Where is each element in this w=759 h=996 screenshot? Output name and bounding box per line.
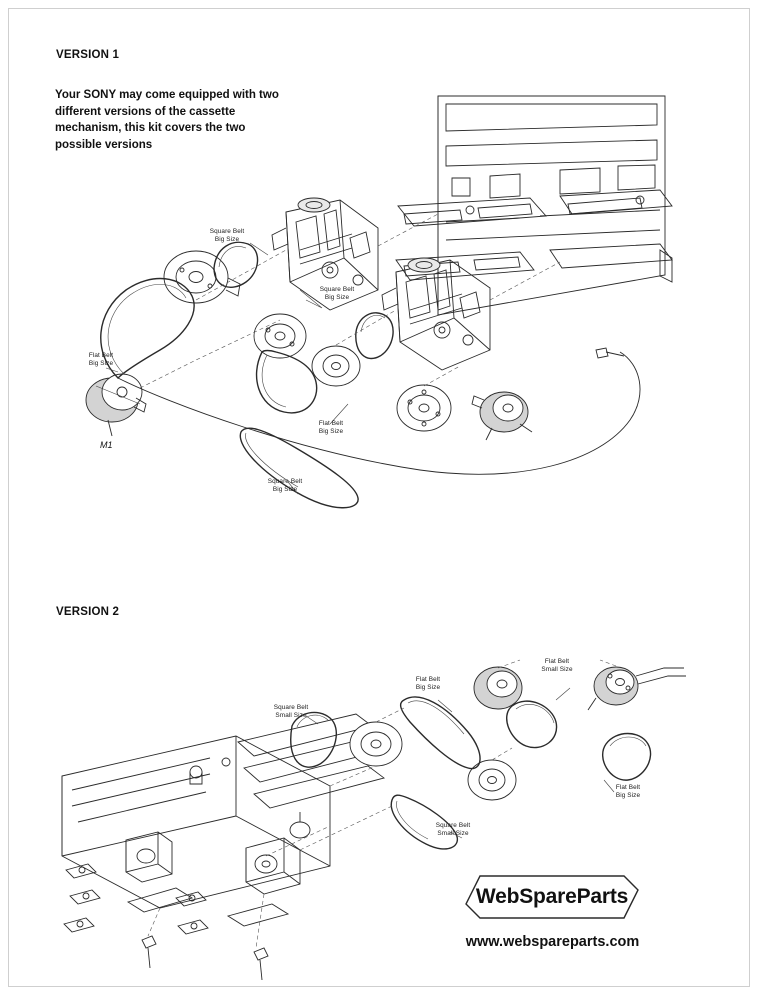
callout-line-2: Small Size bbox=[541, 666, 573, 673]
callout-v2-square-belt-small-2 bbox=[420, 822, 486, 838]
callout-line-2: Big Size bbox=[88, 360, 114, 367]
callout-v1-flat-belt-big-1 bbox=[74, 352, 128, 368]
callout-line-2: Big Size bbox=[272, 486, 298, 493]
callout-v2-flat-belt-big-2 bbox=[600, 784, 656, 800]
v1-rear-chassis-plate bbox=[438, 96, 672, 315]
callout-line-1: Square Belt bbox=[209, 228, 245, 235]
version-1-heading: VERSION 1 bbox=[56, 49, 120, 61]
v1-pulleys bbox=[164, 251, 532, 440]
v1-assembly-lines bbox=[96, 214, 640, 474]
callout-v1-square-belt-big-2 bbox=[306, 286, 368, 302]
motor-label-m1: M1 bbox=[100, 440, 113, 450]
callout-line-2: Big Size bbox=[415, 684, 441, 691]
v1-motor-m1 bbox=[86, 374, 146, 436]
callout-line-2: Small Size bbox=[275, 712, 307, 719]
callout-line-1: Flat Belt bbox=[615, 784, 641, 791]
intro-note: Your SONY may come equipped with two different versions of the cassette mechanism, this kit covers the two possible versions bbox=[55, 89, 279, 151]
callout-line-2: Small Size bbox=[437, 830, 469, 837]
callout-line-2: Big Size bbox=[214, 236, 240, 243]
callout-line-1: Flat Belt bbox=[318, 420, 344, 427]
callout-v2-flat-belt-small-1 bbox=[526, 658, 588, 674]
v2-chassis-deck bbox=[62, 714, 384, 980]
callout-line-2: Big Size bbox=[615, 792, 641, 799]
v1-mechanism-block-b bbox=[382, 258, 490, 370]
version2-assembly bbox=[62, 660, 686, 980]
brand-logo bbox=[452, 874, 652, 920]
v1-callout-leaders bbox=[106, 243, 348, 494]
page-border bbox=[8, 8, 750, 987]
callout-line-1: Square Belt bbox=[435, 822, 471, 829]
callout-line-1: Flat Belt bbox=[415, 676, 441, 683]
version-2-heading: VERSION 2 bbox=[56, 606, 120, 618]
callout-line-1: Square Belt bbox=[267, 478, 303, 485]
v1-belts bbox=[101, 242, 393, 507]
v1-sub-chassis-rails bbox=[396, 190, 672, 280]
callout-v1-square-belt-big-1 bbox=[196, 228, 258, 244]
version1-assembly bbox=[86, 96, 672, 508]
callout-line-2: Big Size bbox=[324, 294, 350, 301]
callout-line-1: Square Belt bbox=[319, 286, 355, 293]
brand-logo-text: WebSpareParts bbox=[475, 885, 629, 908]
callout-v2-square-belt-small-1 bbox=[258, 704, 324, 720]
callout-v2-flat-belt-big-1 bbox=[400, 676, 456, 692]
callout-line-1: Flat Belt bbox=[88, 352, 114, 359]
callout-line-2: Big Size bbox=[318, 428, 344, 435]
callout-v1-square-belt-big-3 bbox=[254, 478, 316, 494]
callout-line-1: Square Belt bbox=[273, 704, 309, 711]
callout-line-1: Flat Belt bbox=[544, 658, 570, 665]
callout-v1-flat-belt-big-2 bbox=[304, 420, 358, 436]
website-url: www.webspareparts.com bbox=[465, 934, 640, 950]
